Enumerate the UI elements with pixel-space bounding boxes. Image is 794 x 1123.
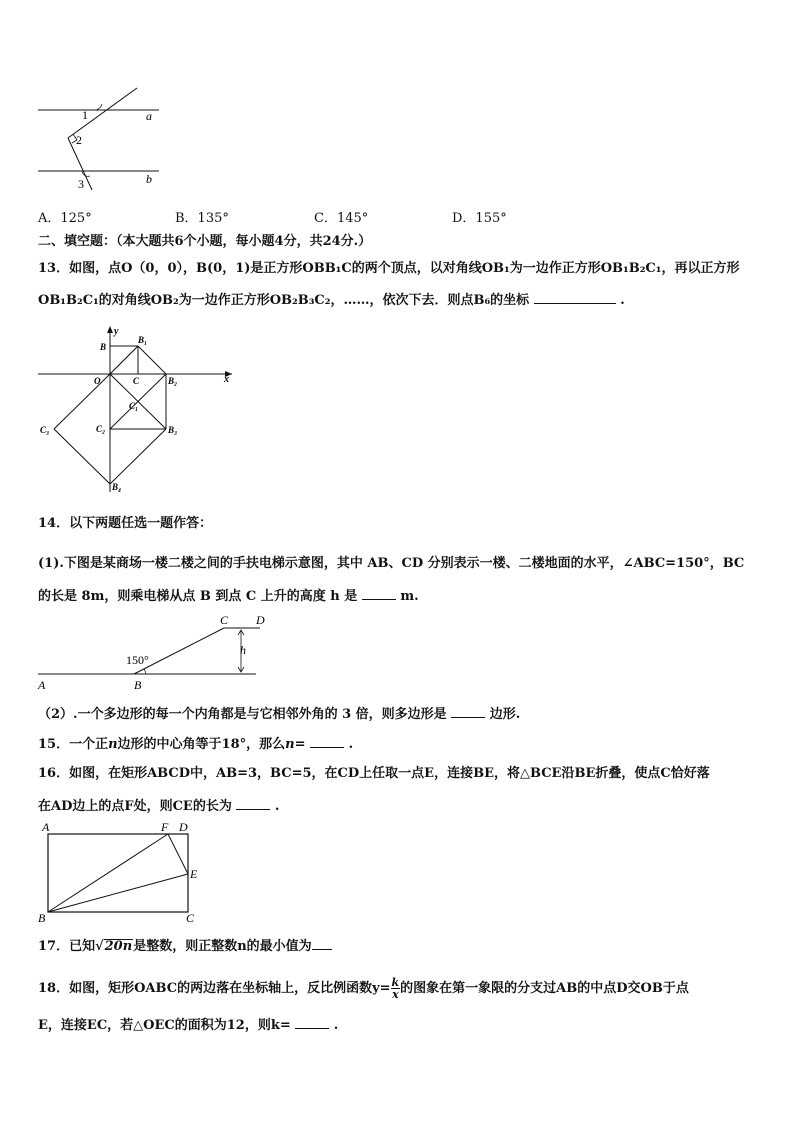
fig13-B3: B₃: [168, 425, 178, 435]
fig13-C1: C₁: [129, 401, 139, 411]
fig13-O: O: [94, 376, 101, 386]
q13-line-1: 13．如图，点O（0，0），B(0，1)是正方形OBB₁C的两个顶点，以对角线OB₁为一边作正方形OB₁B₂C₁，再以正方形: [38, 261, 740, 276]
fig12-label-2: 2: [76, 133, 82, 147]
q18-end: .: [333, 1018, 339, 1033]
q15-end: .: [348, 737, 354, 752]
fig16-D: D: [179, 820, 188, 834]
q17: [38, 937, 332, 955]
fig13-B: B: [100, 342, 107, 352]
q15-text-a: 15．一个正: [38, 737, 109, 752]
fig12-label-b: b: [146, 172, 152, 186]
fig16-B: B: [38, 911, 46, 925]
q14-part2: [38, 705, 520, 723]
fig13-B1: B₁: [138, 335, 148, 345]
q14-part1-line-1: (1).下图是某商场一楼二楼之间的手扶电梯示意图，其中 AB、CD 分别表示一楼、二楼地面的水平，∠ABC=150°，BC: [38, 556, 745, 571]
section-title: 二、填空题：（本大题共6个小题，每小题4分，共24分.）: [38, 234, 372, 249]
q12-option-b[interactable]: B．135°: [175, 211, 229, 226]
q18-line-2: [38, 1016, 338, 1034]
q18-line-2-text: E，连接EC，若△OEC的面积为12，则k=: [38, 1018, 291, 1033]
q18-frac-num: k: [391, 976, 400, 989]
q15-text-b: 边形的中心角等于18°，那么: [117, 737, 286, 752]
q14-figure: [34, 612, 274, 692]
fig16-A: A: [42, 820, 50, 834]
fig14-B: B: [134, 678, 142, 692]
q14-part1-line-2: [38, 587, 419, 605]
q17-text-a: 17．已知: [38, 939, 96, 954]
q17-answer-blank[interactable]: [312, 937, 332, 950]
q18-answer-blank[interactable]: [295, 1016, 329, 1029]
q15-answer-blank[interactable]: [310, 735, 344, 748]
fig14-angle: 150°: [126, 653, 149, 667]
q17-text-b: 是整数，则正整数n的最小值为: [133, 939, 312, 954]
q13-line-2-text: OB₁B₂C₁的对角线OB₂为一边作正方形OB₂B₃C₂，……，依次下去．则点B₆的坐标: [38, 293, 530, 308]
fig14-h: h: [240, 643, 246, 657]
q14-part1-blank[interactable]: [362, 587, 396, 600]
q12-figure: [34, 86, 164, 194]
q12-option-c[interactable]: C．145°: [314, 211, 369, 226]
fig13-C2: C₂: [96, 424, 106, 434]
q14-part1-unit: m.: [400, 589, 419, 604]
q16-figure: [36, 818, 206, 926]
q14-part2-blank[interactable]: [451, 705, 485, 718]
q14-part1-text: 的长是 8m，则乘电梯从点 B 到点 C 上升的高度 h 是: [38, 589, 358, 604]
sqrt-symbol: √: [95, 939, 104, 954]
fig16-C: C: [186, 911, 195, 925]
q16-answer-blank[interactable]: [236, 797, 270, 810]
q15-eq: =: [294, 737, 306, 752]
fig14-C: C: [220, 613, 229, 627]
fig14-A: A: [38, 678, 46, 692]
q16-line-2-text: 在AD边上的点F处，则CE的长为: [38, 799, 232, 814]
fig12-label-3: 3: [78, 177, 84, 191]
q15-n: n: [108, 737, 118, 752]
q16-line-2: [38, 797, 279, 815]
fig13-C3: C₃: [40, 425, 50, 435]
q13-figure: [36, 322, 242, 494]
fig13-y: y: [114, 326, 119, 337]
q16-line-1: 16．如图，在矩形ABCD中，AB=3，BC=5，在CD上任取一点E，连接BE，将△BCE沿BE折叠，使点C恰好落: [38, 766, 710, 781]
q12-option-a[interactable]: A．125°: [38, 211, 92, 226]
fig12-label-a: a: [146, 109, 152, 123]
q18-text-b: 的图象在第一象限的分支过AB的中点D交OB于点: [400, 981, 689, 996]
q14-part2-text-a: （2）.一个多边形的每一个内角都是与它相邻外角的 3 倍，则多边形是: [38, 707, 447, 722]
q18-line-1: [38, 976, 689, 1002]
q16-end: .: [274, 799, 280, 814]
fig16-F: F: [161, 820, 169, 834]
q14-part2-text-b: 边形.: [489, 707, 521, 722]
fig13-B4: B₄: [112, 482, 122, 492]
fig13-B2: B₂: [168, 376, 178, 386]
q12-option-d[interactable]: D．155°: [452, 211, 507, 226]
q18-fraction: [391, 977, 401, 1000]
q13-line-2: [38, 291, 625, 309]
q18-frac-den: x: [392, 988, 399, 1001]
q15-n2: n: [285, 737, 295, 752]
fig13-C: C: [133, 376, 140, 386]
fig14-D: D: [256, 613, 265, 627]
fig13-x: x: [224, 374, 229, 385]
q15: [38, 735, 353, 753]
fig12-label-1: 1: [82, 108, 88, 122]
q13-end: .: [620, 293, 625, 308]
fig16-E: E: [190, 867, 198, 881]
q14-intro: 14．以下两题任选一题作答：: [38, 516, 213, 531]
q18-text-a: 18．如图，矩形OABC的两边落在坐标轴上，反比例函数y=: [38, 981, 391, 996]
q17-radicand: 20n: [104, 939, 133, 954]
q13-answer-blank[interactable]: [534, 291, 616, 304]
